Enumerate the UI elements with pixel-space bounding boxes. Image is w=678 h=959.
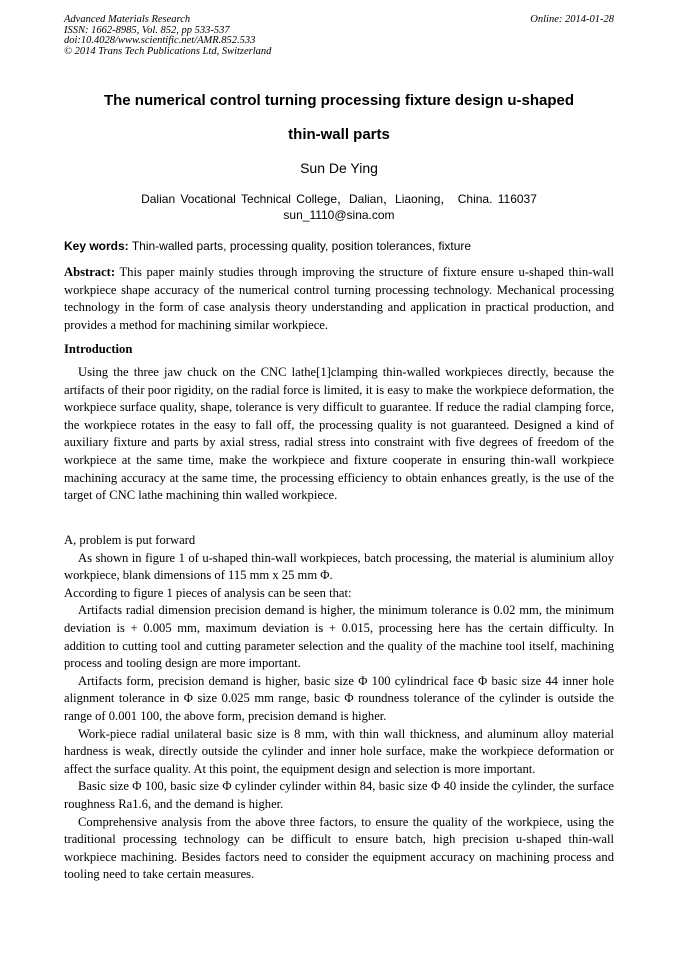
introduction-body — [64, 364, 614, 505]
section-a-heading: A, problem is put forward — [64, 533, 196, 547]
journal-name: Advanced Materials Research — [64, 14, 191, 25]
keywords-text: Thin-walled parts, processing quality, position tolerances, fixture — [131, 239, 472, 253]
abstract — [64, 264, 614, 334]
abstract-label: Abstract: — [64, 265, 116, 279]
paragraph-7: Comprehensive analysis from the above three factors, to ensure the quality of the workpiece, using the traditional processing technology can be difficult to ensure batch, high precision u-shaped thin-wall workpiece machining. Besides factors need to consider the equipment accuracy on machining process and tooling need to take certain measures. — [64, 814, 614, 882]
abstract-text: This paper mainly studies through improving the structure of fixture ensure u-shaped thin-wall workpiece shape accuracy of the numerical control turning processing technology. Mechanical processing technology in the form of case analysis theory understanding and application in practical production, and provides a method for machining similar workpiece. — [64, 265, 614, 332]
paragraph-4: Artifacts form, precision demand is higher, basic size Φ 100 cylindrical face Φ basic size 44 inner hole alignment tolerance in Φ size 0.025 mm range, basic Φ roundness tolerance of the cylinder is outside the range of 0.001 100, the above form, precision demand is higher. — [64, 673, 614, 723]
online-date-text: Online: 2014-01-28 — [530, 14, 614, 25]
paragraph-5: Work-piece radial unilateral basic size is 8 mm, with thin wall thickness, and aluminum alloy material hardness is weak, directly outside the cylinder and inner hole surface, make the workpiece deformation or affect the surface quality. At this point, the equipment design and selection is more important. — [64, 726, 614, 776]
paragraph-1: As shown in figure 1 of u-shaped thin-wall workpieces, batch processing, the material is aluminium alloy workpiece, blank dimensions of 115 mm x 25 mm Φ. — [64, 550, 614, 583]
keywords — [64, 239, 614, 253]
online-date — [530, 15, 614, 26]
author-affiliation: Dalian Vocational Technical College，Dalian，Liaoning， China. 116037 — [141, 192, 537, 206]
keywords-label: Key words: — [64, 239, 129, 253]
issn-line: ISSN: 1662-8985, Vol. 852, pp 533-537 — [64, 24, 230, 36]
journal-header — [64, 15, 271, 57]
paper-title-line-2: thin-wall parts — [288, 126, 390, 143]
doi-line: doi:10.4028/www.scientific.net/AMR.852.533 — [64, 35, 256, 46]
paper-title-line-1: The numerical control turning processing fixture design u-shaped — [103, 92, 575, 109]
paragraph-3: Artifacts radial dimension precision demand is higher, the minimum tolerance is 0.02 mm, the minimum deviation is + 0.005 mm, maximum deviation is + 0.015, processing here has the certain difficulty. In addition to cutting tool and cutting parameter selection and the quality of the machine tool itself, machining process and tooling design are more important. — [64, 603, 614, 671]
author-name: Sun De Ying — [300, 160, 378, 176]
paragraph-6: Basic size Φ 100, basic size Φ cylinder cylinder within 84, basic size Φ 40 inside the cylinder, the surface roughness Ra1.6, and the demand is higher. — [64, 779, 614, 811]
section-a — [64, 532, 614, 884]
author-email: sun_1110@sina.com — [283, 208, 395, 222]
section-heading-introduction: Introduction — [64, 342, 133, 356]
introduction-paragraph: Using the three jaw chuck on the CNC lathe[1]clamping thin-walled workpieces directly, because the artifacts of their poor rigidity, on the radial force is limited, it is easy to make the workpiece deformation, the workpiece surface quality, shape, tolerance is very difficult to guarantee. If reduce the radial clamping force, the workpiece rotates in the easy to fall off, the processing quality is not guaranteed. Designed a kind of auxiliary fixture and parts by axial stress, radial stress into constraint with five degrees of freedom of the workpiece at the same time, make the workpiece and fixture cooperate in ensuring thin-wall workpiece machining accuracy at the same time, the processing efficiency to obtain enhances greatly, is the use of the target of CNC lathe machining thin walled workpiece. — [64, 365, 614, 503]
copyright-line: © 2014 Trans Tech Publications Ltd, Switzerland — [64, 45, 272, 57]
paragraph-2: According to figure 1 pieces of analysis can be seen that: — [64, 585, 352, 600]
